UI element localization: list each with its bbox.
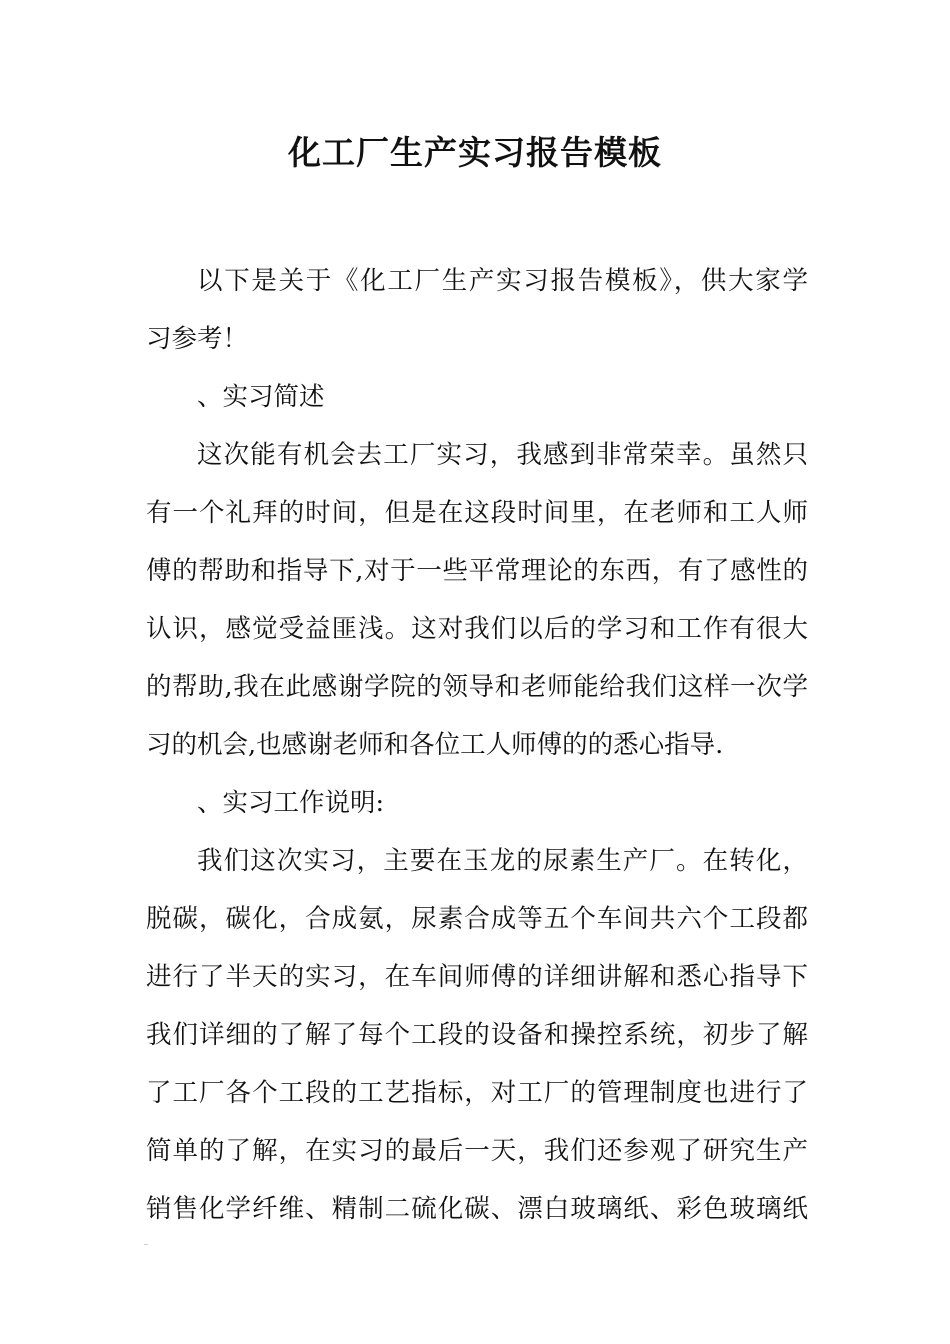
paragraph-line-9: 习的机会,也感谢老师和各位工人师傅的的悉心指导. — [146, 730, 724, 760]
page-footer-mark — [144, 1244, 148, 1245]
paragraph-line-14: 我们详细的了解了每个工段的设备和操控系统，初步了解 — [146, 1020, 808, 1050]
paragraph-line-13: 进行了半天的实习，在车间师傅的详细讲解和悉心指导下 — [146, 962, 808, 992]
paragraph-line-5: 有一个礼拜的时间，但是在这段时间里，在老师和工人师 — [146, 498, 808, 528]
paragraph-line-8: 的帮助,我在此感谢学院的领导和老师能给我们这样一次学 — [146, 672, 808, 702]
paragraph-line-12: 脱碳，碳化，合成氨，尿素合成等五个车间共六个工段都 — [146, 904, 808, 934]
paragraph-line-4: 这次能有机会去工厂实习，我感到非常荣幸。虽然只 — [197, 440, 808, 470]
paragraph-line-16: 简单的了解，在实习的最后一天，我们还参观了研究生产 — [146, 1136, 808, 1166]
paragraph-line-2: 习参考！ — [146, 324, 249, 354]
section-heading-overview: 、实习简述 — [197, 382, 325, 412]
document-body — [146, 259, 808, 1245]
document-title: 化工厂生产实习报告模板 — [288, 133, 662, 172]
section-heading-work: 、实习工作说明: — [197, 788, 385, 818]
paragraph-line-6: 傅的帮助和指导下,对于一些平常理论的东西，有了感性的 — [146, 556, 808, 586]
paragraph-line-17: 销售化学纤维、精制二硫化碳、漂白玻璃纸、彩色玻璃纸 — [146, 1194, 808, 1224]
paragraph-line-11: 我们这次实习，主要在玉龙的尿素生产厂。在转化， — [197, 846, 808, 876]
paragraph-line-15: 了工厂各个工段的工艺指标，对工厂的管理制度也进行了 — [146, 1078, 808, 1108]
paragraph-line-1: 以下是关于《化工厂生产实习报告模板》，供大家学 — [197, 266, 808, 296]
paragraph-line-7: 认识，感觉受益匪浅。这对我们以后的学习和工作有很大 — [146, 614, 808, 644]
